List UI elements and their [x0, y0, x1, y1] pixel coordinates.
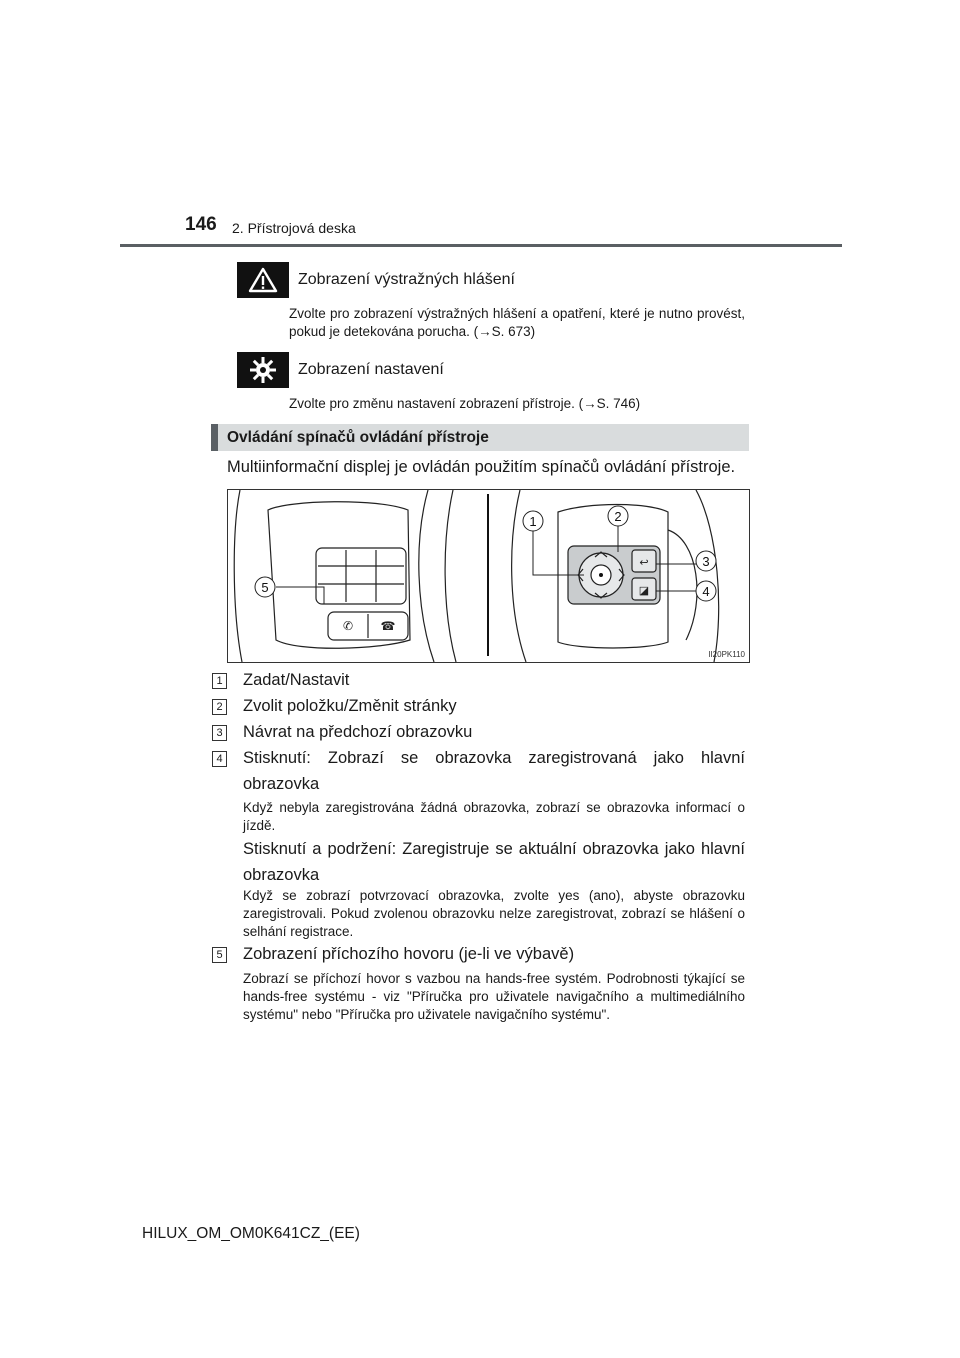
gear-icon [249, 356, 277, 384]
figure-callout-4: 4 [702, 584, 710, 599]
list-item-main-screen-hold-note: Když se zobrazí potvrzovací obrazovka, zvolte yes (ano), abyste obrazovku zaregistrovali. Pokud zvolenou obrazovku nelze zaregistrovat, zobrazí se hlášení o selhání registrace. [243, 888, 745, 939]
settings-desc: Zvolte pro změnu nastavení zobrazení přístroje. (→S. 746) [289, 396, 641, 411]
figure-callout-1: 1 [529, 514, 537, 529]
figure-callout-3: 3 [702, 554, 710, 569]
list-item-main-screen-press: Stisknutí: Zobrazí se obrazovka zaregistrovaná jako hlavní obrazovka [243, 749, 745, 793]
figure-callout-5: 5 [261, 580, 269, 595]
steering-switch-figure [227, 489, 750, 663]
list-item-incoming-call: Zobrazení příchozího hovoru (je-li ve výbavě) [243, 945, 575, 963]
footer-code: HILUX_OM_OM0K641CZ_(EE) [142, 1225, 360, 1242]
list-item-incoming-call-note: Zobrazí se příchozí hovor s vazbou na hands-free systém. Podrobnosti týkající se hands-free systému - viz "Příručka pro uživatele navigačního a multimediálního systému" nebo "Příručka pro uživatele navigačního systému". [243, 971, 745, 1022]
settings-title: Zobrazení nastavení [298, 361, 444, 378]
section-heading: Ovládání spínačů ovládání přístroje [211, 424, 749, 451]
header-rule [120, 244, 842, 247]
svg-text:↩: ↩ [639, 556, 649, 569]
svg-text:◪: ◪ [638, 584, 650, 597]
list-item-select-change-page: Zvolit položku/Změnit stránky [243, 697, 457, 715]
list-number: 5 [212, 947, 227, 963]
section-intro: Multiinformační displej je ovládán použitím spínačů ovládání přístroje. [227, 458, 736, 476]
list-number: 2 [212, 699, 227, 715]
list-number: 1 [212, 673, 227, 689]
list-number: 4 [212, 751, 227, 767]
svg-text:✆: ✆ [342, 619, 354, 633]
list-item-main-screen-press-note: Když nebyla zaregistrována žádná obrazovka, zobrazí se obrazovka informací o jízdě. [243, 800, 745, 833]
svg-text:☎: ☎ [380, 619, 396, 633]
warning-messages-desc: Zvolte pro zobrazení výstražných hlášení a opatření, které je nutno provést, pokud je detekována porucha. (→S. 673) [289, 306, 745, 339]
list-item-enter-set: Zadat/Nastavit [243, 671, 350, 689]
chapter-title: 2. Přístrojová deska [232, 220, 356, 236]
warning-triangle-icon [248, 267, 278, 293]
figure-code: II20PK110 [708, 650, 745, 659]
settings-icon-box [237, 352, 289, 388]
list-item-main-screen-hold: Stisknutí a podržení: Zaregistruje se aktuální obrazovka jako hlavní obrazovka [243, 840, 745, 884]
warning-icon-box [237, 262, 289, 298]
list-number: 3 [212, 725, 227, 741]
warning-messages-title: Zobrazení výstražných hlášení [298, 271, 515, 288]
figure-callout-2: 2 [614, 509, 622, 524]
page-number: 146 [185, 214, 217, 235]
list-item-back: Návrat na předchozí obrazovku [243, 723, 473, 741]
